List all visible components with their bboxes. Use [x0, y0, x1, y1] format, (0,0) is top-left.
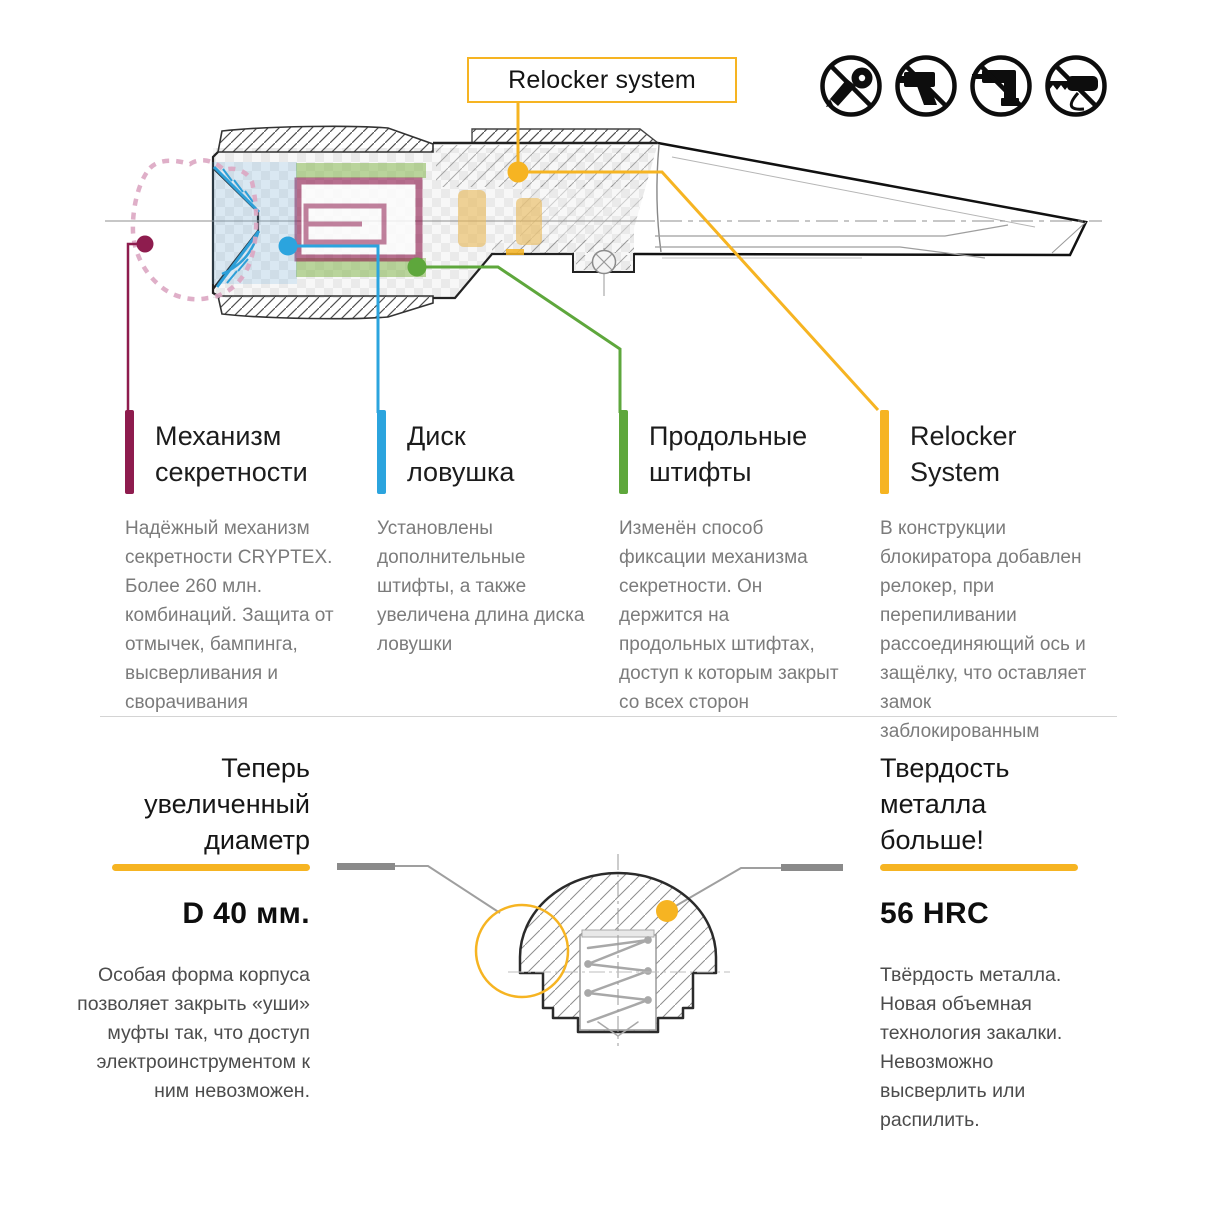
- mushroom-pin-diagram: [330, 840, 860, 1075]
- accent-underline: [112, 864, 310, 871]
- trap-disc-point: [279, 237, 298, 256]
- color-bar-blue: [377, 410, 386, 494]
- feature-title: Механизм секретности: [155, 421, 308, 487]
- no-hammer-drill-icon: [972, 58, 1030, 115]
- no-drill-icon: [897, 58, 955, 115]
- feature-longitudinal-pins: [619, 410, 841, 717]
- feature-description: Установлены дополнительные штифты, а также увеличена длина диска ловушки: [377, 518, 585, 655]
- feature-description: В конструкции блокиратора добавлен релокер, при перепиливании рассоединяющий ось и защёлку, что оставляет замок заблокированным: [880, 518, 1087, 742]
- feature-title: Диск ловушка: [407, 421, 515, 487]
- hardness-title: Твердость металла больше!: [880, 753, 1010, 855]
- section-divider: [100, 716, 1117, 717]
- hardness-point: [656, 900, 678, 922]
- relocker-system-callout-label: Relocker system: [508, 65, 696, 94]
- diameter-description: Особая форма корпуса позволяет закрыть «уши» муфты так, что доступ электроинструментом к ним невозможен.: [77, 964, 310, 1102]
- feature-relocker-system: [880, 410, 1102, 746]
- pins-point: [408, 258, 427, 277]
- feature-description: Изменён способ фиксации механизма секретности. Он держится на продольных штифтах, доступ к которым закрыт со всех сторон: [619, 518, 839, 713]
- lock-blade: [634, 143, 1086, 258]
- prohibited-tools: [818, 52, 1118, 120]
- color-bar-yellow: [880, 410, 889, 494]
- relocker-system-callout: [467, 57, 737, 103]
- feature-trap-disc: [377, 410, 599, 659]
- relocker-point: [508, 162, 529, 183]
- no-power-saw-icon: [1046, 58, 1105, 115]
- pin-body: [508, 854, 730, 1046]
- color-bar-green: [619, 410, 628, 494]
- hardness-block: [880, 750, 1122, 1135]
- color-bar-maroon: [125, 410, 134, 494]
- feature-title: Relocker System: [910, 421, 1017, 487]
- no-angle-grinder-icon: [823, 58, 880, 115]
- hardness-value: 56 HRC: [880, 897, 990, 930]
- feature-title: Продольные штифты: [649, 421, 808, 487]
- mechanism-point: [137, 236, 154, 253]
- feature-secret-mechanism: [125, 410, 347, 717]
- diameter-value: D 40 мм.: [182, 897, 310, 930]
- hardness-description: Твёрдость металла. Новая объемная технология закалки. Невозможно высверлить или распилить.: [880, 964, 1063, 1131]
- diameter-block: [72, 750, 310, 1106]
- accent-underline: [880, 864, 1078, 871]
- diameter-title: Теперь увеличенный диаметр: [144, 753, 310, 855]
- feature-description: Надёжный механизм секретности CRYPTEX. Более 260 млн. комбинаций. Защита от отмычек, бампинга, высверливания и сворачивания: [125, 518, 334, 713]
